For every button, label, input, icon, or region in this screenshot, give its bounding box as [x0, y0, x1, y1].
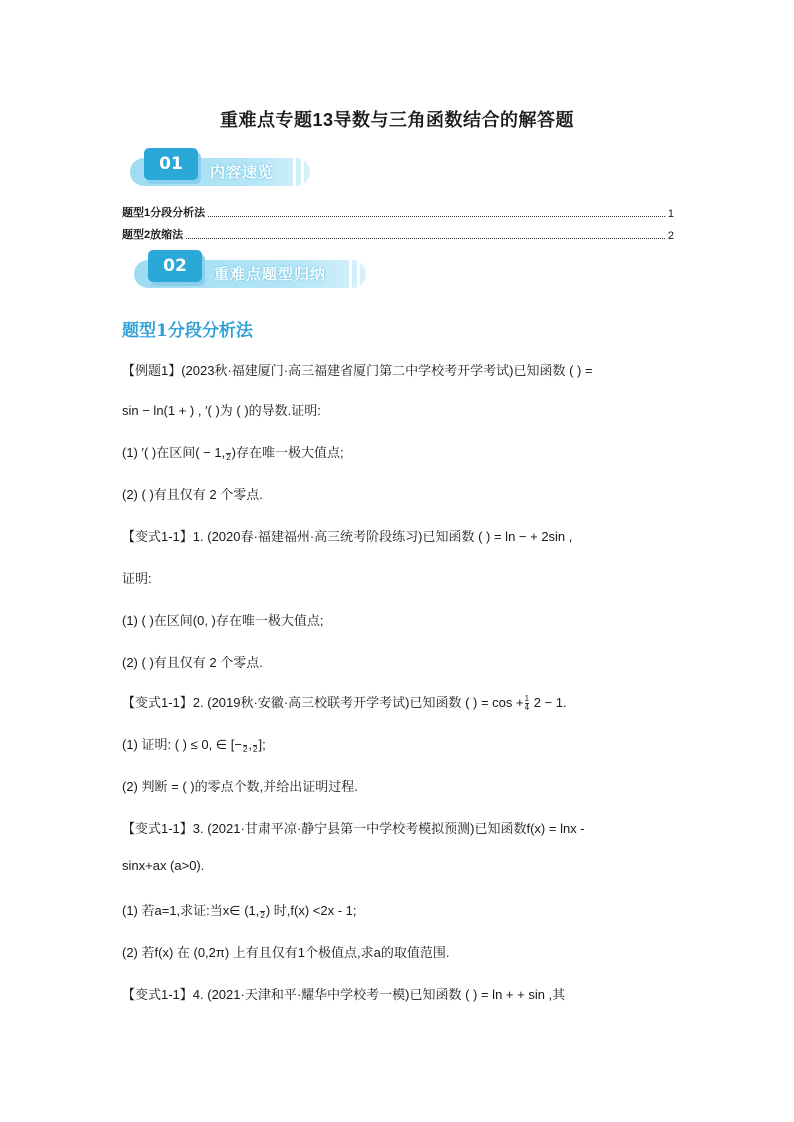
- variant-3-line: sinx+ax (a>0).: [122, 858, 205, 873]
- types-banner: [134, 250, 366, 290]
- fraction-denominator: 2: [242, 745, 248, 755]
- toc-entry-label: 题型2放缩法: [122, 229, 184, 241]
- section-heading: 题型1分段分析法: [122, 321, 253, 341]
- text-run: 2 − 1.: [530, 695, 567, 710]
- contents-banner: [130, 148, 310, 188]
- text-run: (1) ′( )在区间( − 1,: [122, 445, 226, 460]
- text-run: 【变式1-1】2. (2019秋·安徽·高三校联考开学考试)已知函数 ( ) = cos +: [122, 695, 524, 710]
- variant-3-part-2: (2) 若f(x) 在 (0,2π) 上有且仅有1个极值点,求a的取值范围.: [122, 945, 450, 960]
- banner-stripe: [357, 260, 360, 288]
- banner-stripe: [349, 260, 352, 288]
- fraction: [243, 737, 247, 754]
- variant-2-part-1: [122, 734, 266, 754]
- variant-1-line: 证明:: [122, 571, 152, 586]
- example-1-line: sin − ln(1 + ) , ′( )为 ( )的导数.证明:: [122, 403, 321, 418]
- text-run: ) 时,f(x) <2x - 1;: [265, 903, 357, 918]
- variant-2-part-2: (2) 判断 = ( )的零点个数,并给出证明过程.: [122, 779, 358, 794]
- fraction-denominator: 2: [253, 745, 258, 755]
- banner-number: 01: [144, 148, 198, 180]
- variant-1-part-1: (1) ( )在区间(0, )存在唯一极大值点;: [122, 613, 324, 628]
- variant-3-line: 【变式1-1】3. (2021·甘肃平凉·静宁县第一中学校考模拟预测)已知函数f(x) = lnx -: [122, 821, 585, 836]
- fraction-denominator: 2: [226, 453, 231, 463]
- example-1-part-1: [122, 442, 344, 462]
- text-run: )存在唯一极大值点;: [231, 445, 344, 460]
- page-title: 重难点专题13导数与三角函数结合的解答题: [219, 110, 575, 130]
- text-run: (1) 证明: ( ) ≤ 0, ∈ [−: [122, 737, 242, 752]
- variant-1-line: 【变式1-1】1. (2020春·福建福州·高三统考阶段练习)已知函数 ( ) = ln − + 2sin ,: [122, 529, 573, 544]
- fraction-denominator: 2: [260, 911, 265, 921]
- fraction: [253, 737, 257, 754]
- toc-leader: [186, 238, 665, 239]
- banner-number: 02: [148, 250, 202, 282]
- example-1-line: 【例题1】(2023秋·福建厦门·高三福建省厦门第二中学校考开学考试)已知函数 ( ) =: [122, 363, 593, 378]
- banner-label: 重难点题型归纳: [214, 266, 327, 283]
- fraction: [260, 903, 264, 920]
- text-run: ];: [258, 737, 266, 752]
- text-run: (1) 若a=1,求证:当x∈ (1,: [122, 903, 260, 918]
- toc-entry-page: 2: [667, 230, 674, 242]
- toc-entry-label: 题型1分段分析法: [122, 207, 206, 219]
- banner-stripe: [293, 158, 296, 186]
- fraction: [226, 445, 230, 462]
- toc-entry[interactable]: [122, 204, 674, 220]
- variant-1-part-2: (2) ( )有且仅有 2 个零点.: [122, 655, 263, 670]
- example-1-part-2: (2) ( )有且仅有 2 个零点.: [122, 487, 263, 502]
- variant-2-line: [122, 692, 567, 712]
- toc-leader: [208, 216, 665, 217]
- fraction-numerator: 1: [524, 694, 530, 704]
- variant-4-line: 【变式1-1】4. (2021·天津和平·耀华中学校考一模)已知函数 ( ) = ln + + sin ,其: [122, 987, 566, 1002]
- banner-stripe: [301, 158, 304, 186]
- banner-label: 内容速览: [210, 164, 275, 181]
- toc-entry-page: 1: [667, 208, 674, 220]
- text-run: ,: [248, 737, 253, 752]
- variant-3-part-1: [122, 900, 357, 920]
- fraction-denominator: 4: [524, 703, 530, 713]
- fraction: [525, 695, 529, 712]
- toc-entry[interactable]: [122, 226, 674, 242]
